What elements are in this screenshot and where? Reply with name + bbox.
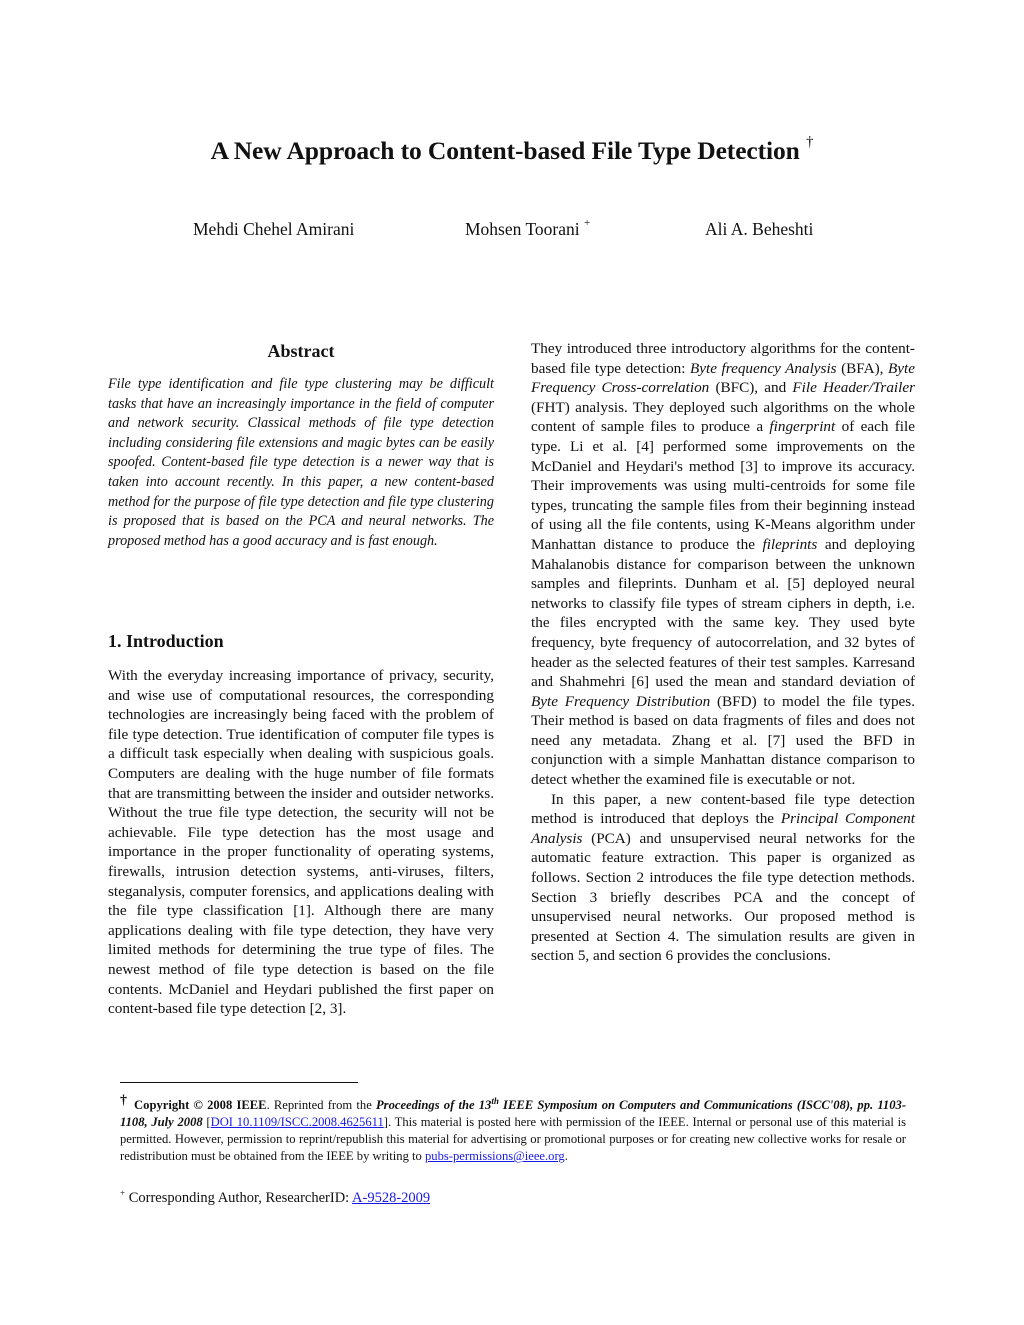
term-pca: Principal Component Analysis — [531, 810, 915, 847]
term-bfc: Byte Frequency Cross-correlation — [531, 359, 915, 397]
footnote-author: + Corresponding Author, ResearcherID: A-9528-2009 — [120, 1188, 431, 1206]
footnote-rule — [120, 1082, 358, 1083]
intro-heading: 1. Introduction — [108, 631, 224, 651]
title-dagger: † — [806, 133, 814, 150]
intro-body — [108, 666, 494, 1019]
author-3 — [705, 219, 813, 240]
footnote-copyright: † Copyright © 2008 IEEE. Reprinted from the Proceedings of the 13th IEEE Symposium on Computers and Communications (ISCC'08), pp. 1103-1108, July 2008 [DOI 10.1109/ISCC.2008.4625611]. This material is posted here with permission of the IEEE. Internal or personal use of this material is permitted. However, permission to reprint/republish this material for advertising or promotional purposes or for creating new collective works for resale or redistribution must be obtained from the IEEE by writing to pubs-permissions@ieee.org. — [120, 1093, 907, 1164]
author-name: Ali A. Beheshti — [705, 219, 814, 239]
term-fingerprint: fingerprint — [769, 418, 836, 436]
term-bfa: Byte frequency Analysis — [690, 359, 837, 377]
abstract-body — [108, 375, 494, 551]
title-text: A New Approach to Content-based File Type Detection — [210, 136, 800, 165]
researcher-id-link[interactable]: A-9528-2009 — [352, 1189, 431, 1206]
email-link[interactable]: pubs-permissions@ieee.org — [425, 1149, 565, 1164]
right-paragraph-2: In this paper, a new content-based file type detection method is introduced that deploys the Principal Component Analysis (PCA) and unsupervised neural networks for the automatic feature extraction. This paper is organized as follows. Section 2 introduces the file type detection methods. Section 3 briefly describes PCA and the concept of unsupervised neural networks. Our proposed method is presented at Section 4. The simulation results are given in section 5, and section 6 provides the conclusions. — [531, 790, 915, 965]
term-fileprints: fileprints — [762, 535, 818, 553]
right-paragraph-1: They introduced three introductory algorithms for the content-based file type detection: Byte frequency Analysis (BFA), Byte Frequency Cross-correlation (BFC), and File Header/Trailer (FHT) analysis. They deployed such algorithms on the whole content of sample files to produce a fingerprint of each file type. Li et al. [4] performed some improvements on the McDaniel and Heydari's method [3] to improve its accuracy. Their improvements was using multi-centroids for some file types, truncating the sample files from their beginning instead of using all the file contents, using K-Means algorithm under Manhattan distance to produce the fileprints and deploying Mahalanobis distance for comparison between the unknown samples and fileprints. Dunham et al. [5] deployed neural networks to classify file types of stream ciphers in depth, i.e. the files encrypted with the same key. They used byte frequency, byte frequency of autocorrelation, and 32 bytes of header as the selected features of their test samples. Karresand and Shahmehri [6] used the mean and standard deviation of Byte Frequency Distribution (BFD) to model the file types. Their method is based on data fragments of files and does not need any metadata. Zhang et al. [7] used the BFD in conjunction with a simple Manhattan distance comparison to detect whether the examined file is executable or not. — [531, 340, 916, 789]
abstract-text: File type identification and file type clustering may be difficult tasks that have an increasingly importance in the field of computer and network security. Classical methods of file type detection including considering file extensions and magic bytes can be easily spoofed. Content-based file type detection is a newer way that is taken into account recently. In this paper, a new content-based method for the purpose of file type detection and file type clustering is proposed that is based on the PCA and neural networks. The proposed method has a good accuracy and is fast enough. — [108, 376, 494, 549]
right-column — [531, 339, 915, 966]
author-1 — [193, 219, 354, 240]
paper-title — [0, 133, 1024, 166]
author-name: Mehdi Chehel Amirani — [193, 219, 355, 239]
doi-link[interactable]: DOI 10.1109/ISCC.2008.4625611 — [210, 1115, 384, 1130]
author-name: Mohsen Toorani — [465, 219, 580, 239]
abstract-heading: Abstract — [267, 341, 335, 361]
author-2 — [465, 219, 590, 240]
author-mark: + — [584, 217, 591, 230]
intro-text: With the everyday increasing importance of privacy, security, and wise use of computational resources, the corresponding technologies are increasingly being faced with the problem of file type detection. True identification of computer file types is a difficult task especially when dealing with suspicious goals. Computers are dealing with the huge number of file formats that are transmitting between the insider and outsider networks. Without the true file type detection, the security will not be achievable. File type detection has the most usage and importance in the proper functionality of operating systems, firewalls, intrusion detection systems, anti-viruses, filters, steganalysis, computer forensics, and applications dealing with the file type classification [1]. Although there are many applications dealing with file type detection, they have very limited methods for determining the true type of files. The newest method of file type detection is based on the file contents. McDaniel and Heydari published the first paper on content-based file type detection [2, 3]. — [108, 667, 494, 1018]
term-fht: File Header/Trailer — [792, 379, 916, 397]
term-bfd: Byte Frequency Distribution — [531, 692, 711, 710]
footnote-dagger: † — [120, 1093, 129, 1109]
footnote-plus: + — [120, 1188, 126, 1198]
